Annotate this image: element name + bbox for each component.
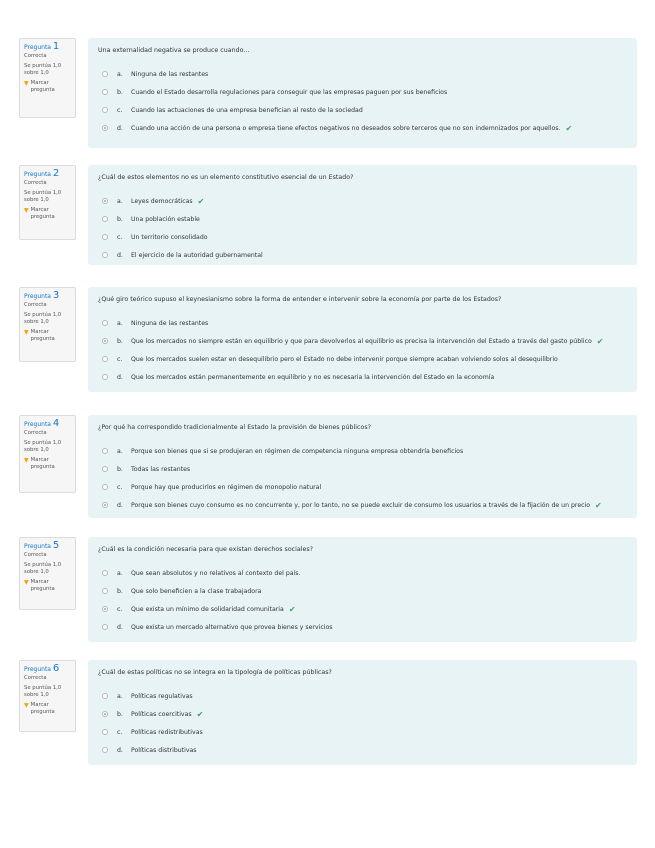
answer-text: Que exista un mínimo de solidaridad comunitaria xyxy=(131,605,284,613)
question-number: Pregunta 1 xyxy=(24,41,60,52)
answer-option[interactable] xyxy=(98,192,627,210)
question-info xyxy=(19,165,76,240)
answer-option[interactable] xyxy=(98,442,627,460)
question-content xyxy=(88,287,637,392)
flag-icon[interactable]: ▼ xyxy=(24,80,29,87)
question-number: Pregunta 3 xyxy=(24,290,60,301)
question-text: ¿Cuál de estas políticas no se integra en la tipología de políticas públicas? xyxy=(98,669,332,676)
radio-button[interactable] xyxy=(102,693,108,699)
answer-letter: a. xyxy=(117,319,123,327)
question-text: ¿Cuál es la condición necesaria para que existan derechos sociales? xyxy=(98,546,313,553)
flag-label[interactable]: Marcar pregunta xyxy=(30,702,55,715)
answer-text: El ejercicio de la autoridad gubernamental xyxy=(131,251,263,259)
question-info xyxy=(19,38,76,118)
answer-text: Un territorio consolidado xyxy=(131,233,208,241)
answer-text: Que los mercados están permanentemente en equilibrio y no es necesaria la intervención del Estado en la economía xyxy=(131,373,495,381)
answer-letter: b. xyxy=(117,465,123,473)
answer-letter: a. xyxy=(117,197,123,205)
answer-option[interactable] xyxy=(98,65,627,83)
check-icon: ✔ xyxy=(596,336,604,346)
answer-text: Que los mercados suelen estar en desequilibrio pero el Estado no debe intervenir porque siempre acaban volviendo solos al desequilibrio xyxy=(131,355,558,363)
radio-button[interactable] xyxy=(102,234,108,240)
answer-option[interactable] xyxy=(98,741,627,759)
check-icon: ✔ xyxy=(197,196,205,206)
question-number: Pregunta 5 xyxy=(24,540,60,551)
answer-letter: a. xyxy=(117,692,123,700)
question-content xyxy=(88,660,637,765)
question-state: Correcta xyxy=(24,180,47,186)
check-icon: ✔ xyxy=(288,604,296,614)
radio-button[interactable] xyxy=(102,624,108,630)
flag-icon[interactable]: ▼ xyxy=(24,207,29,214)
question-number: Pregunta 6 xyxy=(24,663,60,674)
flag-icon[interactable]: ▼ xyxy=(24,329,29,336)
answer-letter: b. xyxy=(117,587,123,595)
radio-button[interactable] xyxy=(102,502,108,508)
flag-label[interactable]: Marcar pregunta xyxy=(30,457,55,470)
question-text: Una externalidad negativa se produce cuando... xyxy=(98,47,250,54)
answer-letter: d. xyxy=(117,124,123,132)
question-state: Correcta xyxy=(24,675,47,681)
answer-letter: a. xyxy=(117,447,123,455)
flag-question-link[interactable] xyxy=(24,80,71,94)
answer-text: Cuando una acción de una persona o empresa tiene efectos negativos no deseados sobre terceros que no son indemnizados por aquellos. xyxy=(131,124,561,132)
radio-button[interactable] xyxy=(102,729,108,735)
question-state: Correcta xyxy=(24,302,47,308)
question-grade: Se puntúa 1,0 sobre 1,0 xyxy=(24,190,62,203)
answer-option[interactable] xyxy=(98,478,627,496)
answer-letter: d. xyxy=(117,373,123,381)
question-info xyxy=(19,415,76,493)
question-grade: Se puntúa 1,0 sobre 1,0 xyxy=(24,312,62,325)
answer-letter: d. xyxy=(117,746,123,754)
flag-label[interactable]: Marcar pregunta xyxy=(30,329,55,342)
answer-text: Que solo beneficien a la clase trabajadora xyxy=(131,587,262,595)
radio-button[interactable] xyxy=(102,466,108,472)
radio-button[interactable] xyxy=(102,484,108,490)
answer-text: Cuando el Estado desarrolla regulaciones para conseguir que las empresas paguen por sus beneficios xyxy=(131,88,448,96)
answer-option[interactable] xyxy=(98,618,627,636)
answer-option[interactable] xyxy=(98,600,627,618)
question-content xyxy=(88,38,637,148)
answer-text: Porque hay que producirlos en régimen de monopolio natural xyxy=(131,483,322,491)
answer-option[interactable] xyxy=(98,564,627,582)
answer-text: Políticas coercitivas xyxy=(131,710,192,718)
question-content xyxy=(88,165,637,265)
answer-option[interactable] xyxy=(98,687,627,705)
answer-list xyxy=(98,65,627,137)
question-grade: Se puntúa 1,0 sobre 1,0 xyxy=(24,63,62,76)
question-grade: Se puntúa 1,0 sobre 1,0 xyxy=(24,440,62,453)
question-info xyxy=(19,537,76,610)
answer-option[interactable] xyxy=(98,350,627,368)
question-content xyxy=(88,537,637,642)
answer-letter: c. xyxy=(117,605,123,613)
answer-text: Una población estable xyxy=(131,215,200,223)
radio-button[interactable] xyxy=(102,125,108,131)
answer-list xyxy=(98,564,627,636)
answer-letter: c. xyxy=(117,106,123,114)
flag-label[interactable]: Marcar pregunta xyxy=(30,80,55,93)
answer-option[interactable] xyxy=(98,101,627,119)
radio-button[interactable] xyxy=(102,374,108,380)
answer-letter: a. xyxy=(117,569,123,577)
answer-option[interactable] xyxy=(98,228,627,246)
answer-letter: d. xyxy=(117,251,123,259)
answer-option[interactable] xyxy=(98,460,627,478)
answer-text: Políticas distributivas xyxy=(131,746,197,754)
flag-question-link[interactable] xyxy=(24,207,71,221)
answer-letter: d. xyxy=(117,501,123,509)
flag-icon[interactable]: ▼ xyxy=(24,579,29,586)
answer-letter: c. xyxy=(117,355,123,363)
answer-text: Leyes democráticas xyxy=(131,197,193,205)
answer-option[interactable] xyxy=(98,723,627,741)
question-number: Pregunta 4 xyxy=(24,418,60,429)
radio-button[interactable] xyxy=(102,89,108,95)
radio-button[interactable] xyxy=(102,747,108,753)
radio-button[interactable] xyxy=(102,71,108,77)
answer-letter: c. xyxy=(117,483,123,491)
question-state: Correcta xyxy=(24,430,47,436)
answer-text: Porque son bienes cuyo consumo es no concurrente y, por lo tanto, no se puede excluir de consumo los usuarios a través de la fijación de un precio xyxy=(131,501,591,509)
question-text: ¿Cuál de estos elementos no es un elemento constitutivo esencial de un Estado? xyxy=(98,174,354,181)
flag-question-link[interactable] xyxy=(24,457,71,471)
radio-button[interactable] xyxy=(102,338,108,344)
answer-text: Cuando las actuaciones de una empresa benefician al resto de la sociedad xyxy=(131,106,363,114)
question-text: ¿Por qué ha correspondido tradicionalmente al Estado la provisión de bienes públicos? xyxy=(98,424,371,431)
check-icon: ✔ xyxy=(196,709,204,719)
answer-letter: d. xyxy=(117,623,123,631)
question-grade: Se puntúa 1,0 sobre 1,0 xyxy=(24,685,62,698)
radio-button[interactable] xyxy=(102,588,108,594)
question-info xyxy=(19,287,76,362)
flag-question-link[interactable] xyxy=(24,579,71,593)
answer-option[interactable] xyxy=(98,332,627,350)
answer-text: Ninguna de las restantes xyxy=(131,319,209,327)
question-number: Pregunta 2 xyxy=(24,168,60,179)
answer-letter: c. xyxy=(117,233,123,241)
answer-option[interactable] xyxy=(98,314,627,332)
answer-list xyxy=(98,687,627,759)
radio-button[interactable] xyxy=(102,198,108,204)
flag-question-link[interactable] xyxy=(24,702,71,716)
answer-option[interactable] xyxy=(98,83,627,101)
question-state: Correcta xyxy=(24,53,47,59)
answer-list xyxy=(98,192,627,264)
answer-text: Que los mercados no siempre están en equilibrio y que para devolverlos al equilibrio es precisa la intervención del Estado a través del gasto público xyxy=(131,337,592,345)
answer-letter: b. xyxy=(117,215,123,223)
flag-label[interactable]: Marcar pregunta xyxy=(30,579,55,592)
answer-option[interactable] xyxy=(98,705,627,723)
answer-letter: a. xyxy=(117,70,123,78)
flag-question-link[interactable] xyxy=(24,329,71,343)
radio-button[interactable] xyxy=(102,711,108,717)
answer-option[interactable] xyxy=(98,210,627,228)
answer-list xyxy=(98,442,627,514)
radio-button[interactable] xyxy=(102,570,108,576)
question-content xyxy=(88,415,637,518)
flag-icon[interactable]: ▼ xyxy=(24,457,29,464)
answer-text: Que sean absolutos y no relativos al contexto del país. xyxy=(131,569,301,577)
flag-label[interactable]: Marcar pregunta xyxy=(30,207,55,220)
answer-text: Ninguna de las restantes xyxy=(131,70,209,78)
answer-list xyxy=(98,314,627,386)
answer-letter: b. xyxy=(117,337,123,345)
answer-text: Políticas redistributivas xyxy=(131,728,203,736)
answer-option[interactable] xyxy=(98,582,627,600)
radio-button[interactable] xyxy=(102,252,108,258)
answer-letter: c. xyxy=(117,728,123,736)
flag-icon[interactable]: ▼ xyxy=(24,702,29,709)
radio-button[interactable] xyxy=(102,606,108,612)
check-icon: ✔ xyxy=(565,123,573,133)
question-text: ¿Qué giro teórico supuso el keynesianismo sobre la forma de entender e intervenir sobre la economía por parte de los Estados? xyxy=(98,296,502,303)
answer-option[interactable] xyxy=(98,368,627,386)
question-grade: Se puntúa 1,0 sobre 1,0 xyxy=(24,562,62,575)
answer-letter: b. xyxy=(117,710,123,718)
radio-button[interactable] xyxy=(102,216,108,222)
question-state: Correcta xyxy=(24,552,47,558)
answer-text: Políticas regulativas xyxy=(131,692,193,700)
answer-text: Que exista un mercado alternativo que provea bienes y servicios xyxy=(131,623,333,631)
check-icon: ✔ xyxy=(595,500,602,510)
answer-text: Todas las restantes xyxy=(131,465,191,473)
answer-letter: b. xyxy=(117,88,123,96)
question-info xyxy=(19,660,76,732)
radio-button[interactable] xyxy=(102,107,108,113)
answer-text: Porque son bienes que si se produjeran en régimen de competencia ninguna empresa obtendría beneficios xyxy=(131,447,464,455)
radio-button[interactable] xyxy=(102,320,108,326)
answer-option[interactable] xyxy=(98,246,627,264)
answer-option[interactable] xyxy=(98,119,627,137)
radio-button[interactable] xyxy=(102,356,108,362)
answer-option[interactable] xyxy=(98,496,627,514)
radio-button[interactable] xyxy=(102,448,108,454)
